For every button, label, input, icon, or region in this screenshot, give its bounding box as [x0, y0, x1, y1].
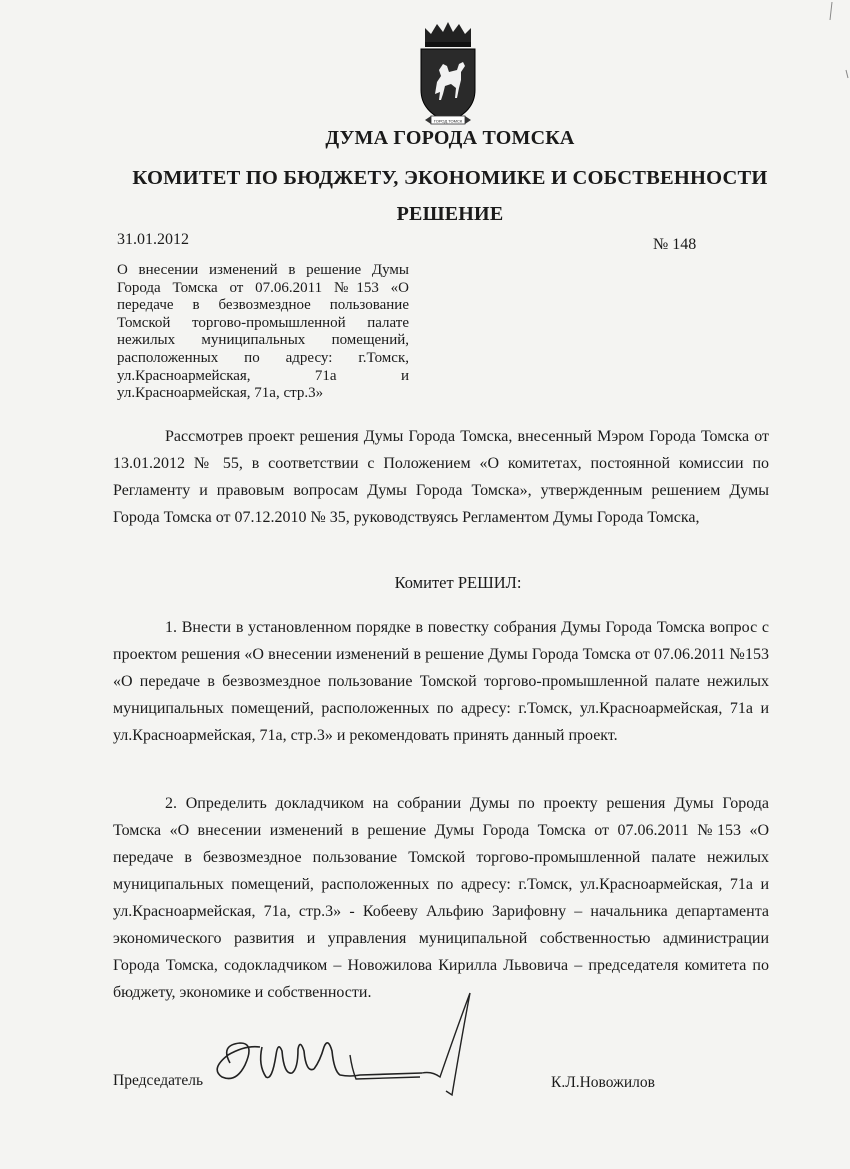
decision-subject: О внесении изменений в решение Думы Города Томска от 07.06.2011 №153 «О передаче в безвозмездное пользование Томской торгово-промышленной палате нежилых муниципальных помещений, расположенных по адресу: г.Томск, ул.Красноармейская, 71а и ул.Красноармейская, 71а, стр.3» — [117, 262, 409, 402]
resolved-heading: Комитет РЕШИЛ: — [394, 573, 522, 592]
duma-title: ДУМА ГОРОДА ТОМСКА — [325, 127, 575, 149]
decision-date: 31.01.2012 — [117, 231, 189, 248]
intro-paragraph: Рассмотрев проект решения Думы Города Томска, внесенный Мэром Города Томска от 13.01.2012 № 55, в соответствии с Положением «О комитетах, постоянной комиссии по Регламенту и правовым вопросам Думы Города Томска», утвержденным решением Думы Города Томска от 07.12.2010 № 35, руководствуясь Регламентом Думы Города Томска, — [113, 428, 769, 526]
coat-of-arms-logo — [413, 20, 483, 130]
signatory-role: Председатель — [113, 1072, 204, 1089]
svg-text:ГОРОД ТОМСК: ГОРОД ТОМСК — [433, 118, 463, 124]
signatory-name: К.Л.Новожилов — [551, 1074, 655, 1091]
resolution-item-1: 1. Внести в установленном порядке в повестку собрания Думы Города Томска вопрос с проектом решения «О внесении изменений в решение Думы Города Томска от 07.06.2011 №153 «О передаче в безвозмездное пользование Томской торгово-промышленной палате нежилых муниципальных помещений, расположенных по адресу: г.Томск, ул.Красноармейская, 71а и ул.Красноармейская, 71а, стр.3» и рекомендовать принять данный проект. — [113, 619, 769, 744]
document-type-heading: РЕШЕНИЕ — [396, 203, 504, 225]
committee-title: КОМИТЕТ ПО БЮДЖЕТУ, ЭКОНОМИКЕ И СОБСТВЕННОСТИ — [132, 167, 768, 189]
decision-number: № 148 — [653, 236, 697, 253]
resolution-item-2: 2. Определить докладчиком на собрании Думы по проекту решения Думы Города Томска «О внесении изменений в решение Думы Города Томска от 07.06.2011 №153 «О передаче в безвозмездное пользование Томской торгово-промышленной палате нежилых муниципальных помещений, расположенных по адресу: г.Томск, ул.Красноармейская, 71а и ул.Красноармейская, 71а, стр.3» - Кобееву Альфию Зарифовну – начальника департамента экономического развития и управления муниципальной собственностью администрации Города Томска, содокладчиком – Новожилова Кирилла Львовича – председателя комитета по бюджету, экономике и собственности. — [113, 795, 769, 1001]
handwritten-signature — [200, 985, 500, 1110]
